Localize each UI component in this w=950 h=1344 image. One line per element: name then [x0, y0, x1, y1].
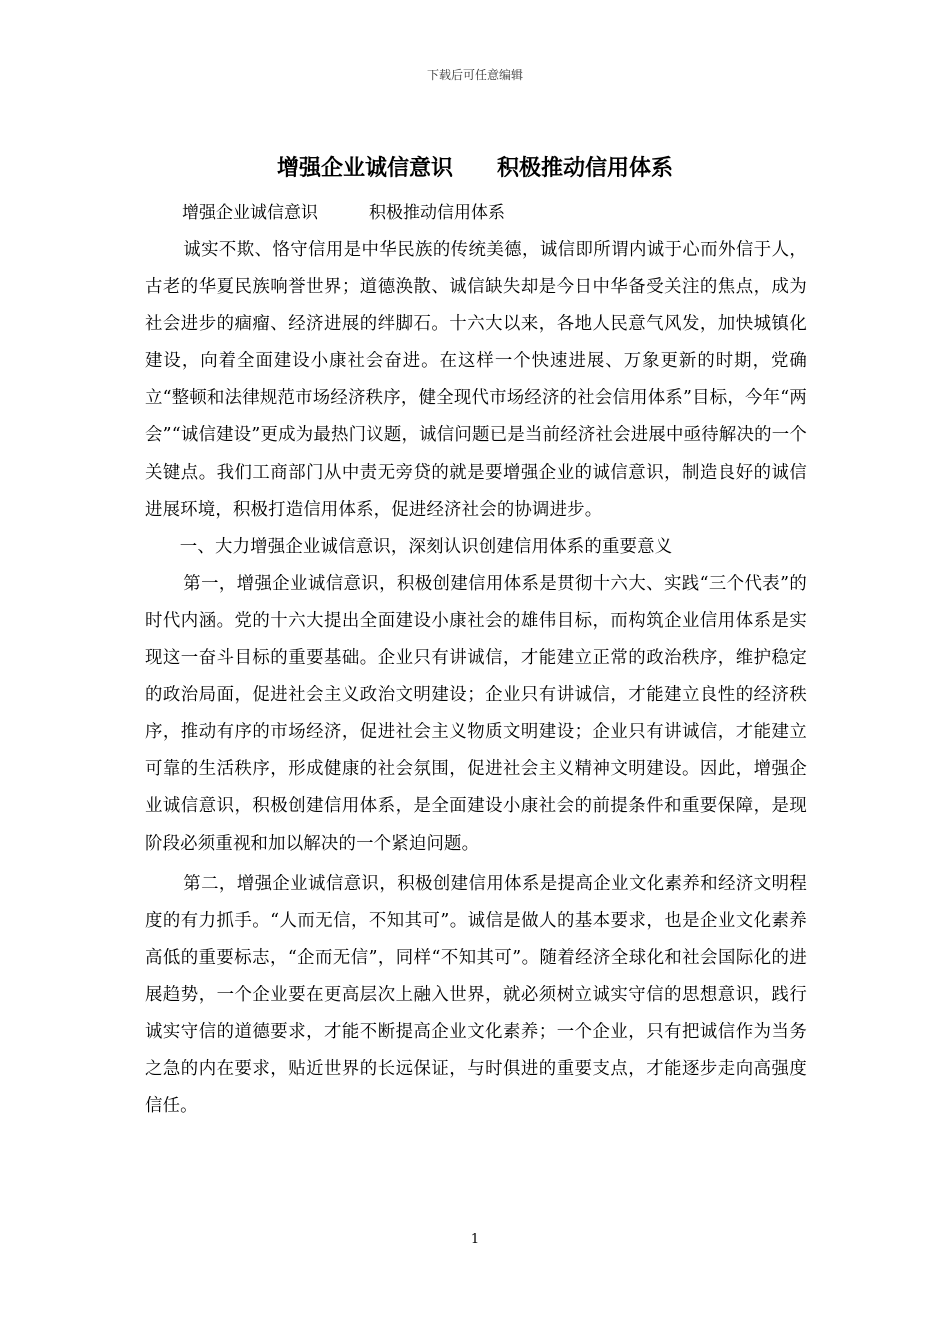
page-number: 1: [470, 1232, 480, 1247]
intro-paragraph: 诚实不欺、恪守信用是中华民族的传统美德，诚信即所谓内诚于心而外信于人，古老的华夏民族响誉世界；道德涣散、诚信缺失却是今日中华备受关注的焦点，成为社会进步的痼瘤、经济进展的绊脚石。十六大以来，各地人民意气风发，加快城镇化建设，向着全面建设小康社会奋进。在这样一个快速进展、万象更新的时期，党确立“整顿和法律规范市场经济秩序，健全现代市场经济的社会信用体系”目标，今年“两会”“诚信建设”更成为最热门议题，诚信问题已是当前经济社会进展中亟待解决的一个关键点。我们工商部门从中责无旁贷的就是要增强企业的诚信意识，制造良好的诚信进展环境，积极打造信用体系，促进经济社会的协调进步。: [145, 240, 807, 520]
body-paragraph-first: 第一，增强企业诚信意识，积极创建信用体系是贯彻十六大、实践“三个代表”的时代内涵。党的十六大提出全面建设小康社会的雄伟目标，而构筑企业信用体系是实现这一奋斗目标的重要基础。企业只有讲诚信，才能建立正常的政治秩序，维护稳定的政治局面，促进社会主义政治文明建设；企业只有讲诚信，才能建立良性的经济秩序，推动有序的市场经济，促进社会主义物质文明建设；企业只有讲诚信，才能建立可靠的生活秩序，形成健康的社会氛围，促进社会主义精神文明建设。因此，增强企业诚信意识，积极创建信用体系，是全面建设小康社会的前提条件和重要保障，是现阶段必须重视和加以解决的一个紧迫问题。: [145, 573, 807, 854]
body-paragraph-second: 第二，增强企业诚信意识，积极创建信用体系是提高企业文化素养和经济文明程度的有力抓手。“人而无信，不知其可”。诚信是做人的基本要求，也是企业文化素养高低的重要标志，“企而无信”，同样“不知其可”。随着经济全球化和社会国际化的进展趋势，一个企业要在更高层次上融入世界，就必须树立诚实守信的思想意识，践行诚实守信的道德要求，才能不断提高企业文化素养；一个企业，只有把诚信作为当务之急的内在要求，贴近世界的长远保证，与时俱进的重要支点，才能逐步走向高强度信任。: [145, 873, 807, 1117]
document-body: [145, 232, 807, 1125]
document-subtitle: 增强企业诚信意识 积极推动信用体系: [182, 203, 505, 223]
section-heading: 一、大力增强企业诚信意识，深刻认识创建信用体系的重要意义: [179, 536, 673, 557]
header-note: 下载后可任意编辑: [426, 68, 523, 82]
document-title: 增强企业诚信意识 积极推动信用体系: [276, 156, 673, 181]
